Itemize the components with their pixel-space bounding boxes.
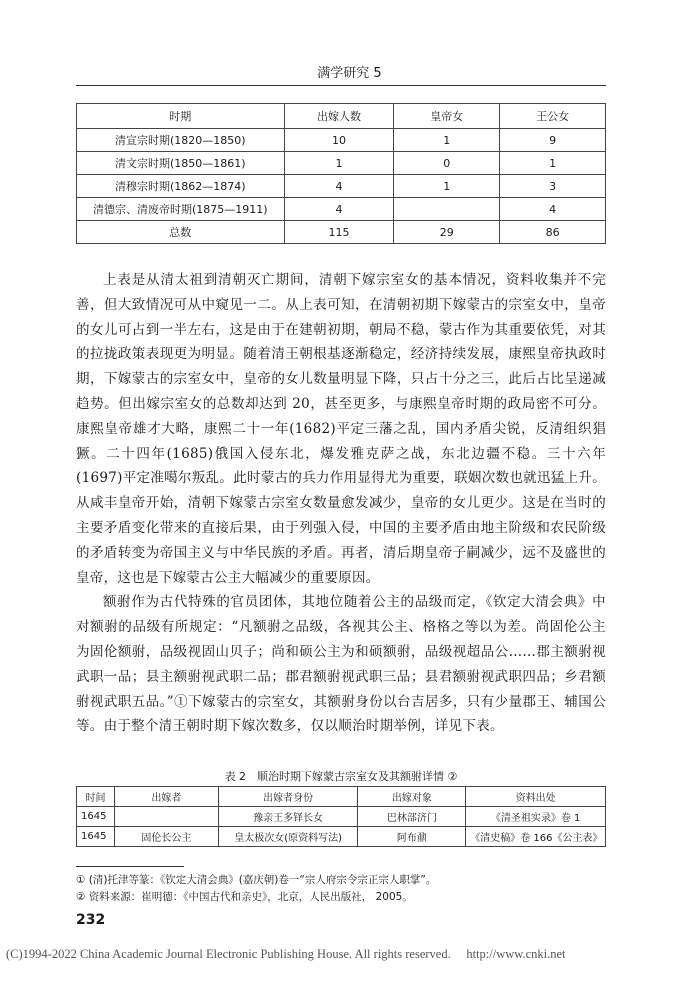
paragraph: 上表是从清太祖到清朝灭亡期间，清朝下嫁宗室女的基本情况，资料收集并不完善，但大致情况可从中窥见一二。从上表可知，在清朝初期下嫁蒙古的宗室女中，皇帝的女儿可占到一半左右，这是由于在建朝初期，朝局不稳，蒙古作为其重要依凭，对其的拉拢政策表现更为明显。随着清王朝根基逐渐稳定，经济持续发展，康熙皇帝执政时期，下嫁蒙古的宗室女中，皇帝的女儿数量明显下降，只占十分之三，此后占比呈递减趋势。但出嫁宗室女的总数却达到 20，甚至更多，与康熙皇帝时期的政局密不可分。康熙皇帝雄才大略，康熙二十一年(1682)平定三藩之乱，国内矛盾尖锐，反清组织猖獗。二十四年(1685)俄国入侵东北，爆发雅克萨之战，东北边疆不稳。三十六年(1697)平定准噶尔叛乱。此时蒙古的兵力作用显得尤为重要，联姻次数也就迅猛上升。从咸丰皇帝开始，清朝下嫁蒙古宗室女数量愈发减少，皇帝的女儿更少。这是在当时的主要矛盾变化带来的直接后果，由于列强入侵，中国的主要矛盾由地主阶级和农民阶级的矛盾转变为帝国主义与中华民族的矛盾。再者，清后期皇帝子嗣减少，远不及盛世的皇帝，这也是下嫁蒙古公主大幅减少的重要原因。 xyxy=(76,272,606,586)
table-cell: 86 xyxy=(500,221,606,244)
table-cell xyxy=(114,807,218,827)
table-cell: 1 xyxy=(284,152,394,175)
table-cell: 4 xyxy=(284,198,394,221)
copyright-watermark: (C)1994-2022 China Academic Journal Electronic Publishing House. All rights reserved. http://www.cnki.net xyxy=(6,947,566,961)
table-cell: 3 xyxy=(500,175,606,198)
table-cell: 阿布鼐 xyxy=(358,827,466,847)
table-caption: 表 2 顺治时期下嫁蒙古宗室女及其额驸详情 ② xyxy=(224,770,458,783)
table-cell: 巴林部济门 xyxy=(358,807,466,827)
column-header-period: 时期 xyxy=(77,104,285,129)
footnote-rule xyxy=(76,866,184,867)
table-cell: 《清史稿》卷 166《公主表》 xyxy=(466,827,606,847)
column-header-source: 资料出处 xyxy=(466,787,606,807)
table-cell: 清文宗时期(1850—1861) xyxy=(77,152,285,175)
table-cell: 4 xyxy=(284,175,394,198)
table-row xyxy=(77,827,606,847)
table-cell: 1 xyxy=(394,175,500,198)
table-shunzhi-marriages xyxy=(76,786,606,847)
paragraph: 额驸作为古代特殊的官员团体，其地位随着公主的品级而定，《钦定大清会典》中对额驸的品级有所规定：“凡额驸之品级，各视其公主、格格之等以为差。尚固伦公主为固伦额驸，品级视固山贝子；尚和硕公主为和硕额驸，品级视超品公……郡主额驸视武职一品；县主额驸视武职二品；郡君额驸视武职三品；县君额驸视武职四品；乡君额驸视武职五品。”①下嫁蒙古的宗室女，其额驸身份以台吉居多，只有少量郡王、辅国公等。由于整个清王朝时期下嫁次数多，仅以顺治时期举例，详见下表。 xyxy=(76,594,606,735)
column-header-time: 时间 xyxy=(77,787,115,807)
table-cell: 清宣宗时期(1820—1850) xyxy=(77,129,285,152)
table-cell: 29 xyxy=(394,221,500,244)
running-header: 满学研究 5 xyxy=(317,66,382,81)
table-cell: 1 xyxy=(394,129,500,152)
footnotes xyxy=(76,872,616,906)
table-row xyxy=(77,152,606,175)
table-header-row xyxy=(77,104,606,129)
table-cell: 1 xyxy=(500,152,606,175)
table-row xyxy=(77,198,606,221)
column-header-bride-identity: 出嫁者身份 xyxy=(218,787,358,807)
body-text xyxy=(76,268,606,739)
page-number: 232 xyxy=(76,912,106,928)
column-header-prince-daughters: 王公女 xyxy=(500,104,606,129)
footnote: ① (清)托津等篆：《钦定大清会典》(嘉庆朝)卷一“宗人府宗令宗正宗人职掌”。 xyxy=(76,874,437,886)
table-total-row xyxy=(77,221,606,244)
table-cell: 皇太极次女(原资料写法) xyxy=(218,827,358,847)
table-cell: 10 xyxy=(284,129,394,152)
table-cell: 固伦长公主 xyxy=(114,827,218,847)
table-cell: 总数 xyxy=(77,221,285,244)
table-cell: 《清圣祖实录》卷 1 xyxy=(466,807,606,827)
footnote: ② 资料来源：崔明德：《中国古代和亲史》，北京，人民出版社， 2005。 xyxy=(76,891,413,903)
column-header-emperor-daughters: 皇帝女 xyxy=(394,104,500,129)
table-row xyxy=(77,175,606,198)
table-cell: 115 xyxy=(284,221,394,244)
table-cell: 清德宗、清废帝时期(1875—1911) xyxy=(77,198,285,221)
table-cell: 9 xyxy=(500,129,606,152)
table-cell: 1645 xyxy=(77,807,115,827)
table-header-row xyxy=(77,787,606,807)
table-cell: 清穆宗时期(1862—1874) xyxy=(77,175,285,198)
table-cell: 4 xyxy=(500,198,606,221)
column-header-groom: 出嫁对象 xyxy=(358,787,466,807)
table-cell xyxy=(394,198,500,221)
table-cell: 豫亲王多铎长女 xyxy=(218,807,358,827)
table-row xyxy=(77,807,606,827)
header-rule xyxy=(76,85,606,86)
table-cell: 1645 xyxy=(77,827,115,847)
table-marriage-statistics xyxy=(76,103,606,244)
table-cell: 0 xyxy=(394,152,500,175)
column-header-bride: 出嫁者 xyxy=(114,787,218,807)
column-header-total-married: 出嫁人数 xyxy=(284,104,394,129)
table-row xyxy=(77,129,606,152)
